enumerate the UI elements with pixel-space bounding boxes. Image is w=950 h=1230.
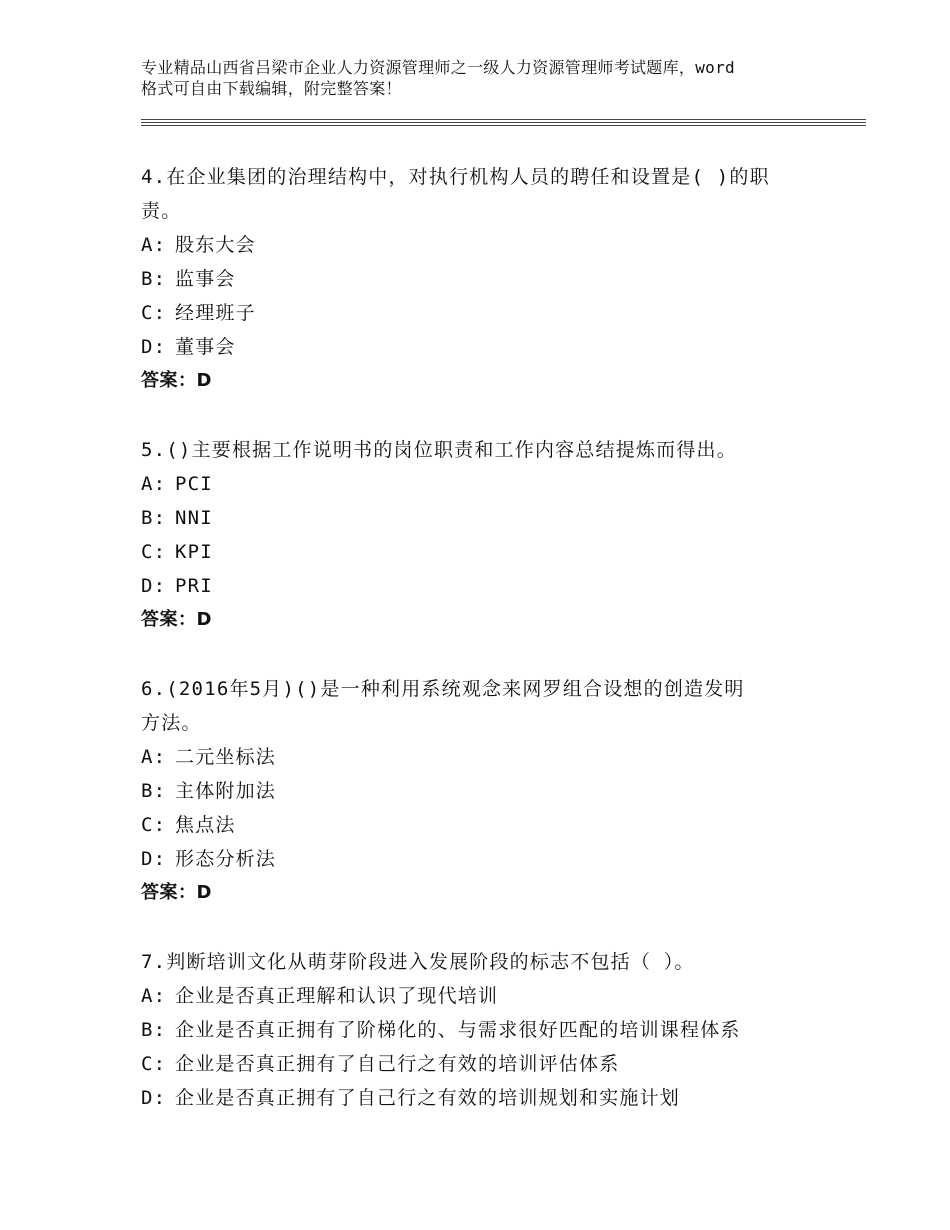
question-7 [141,945,841,1115]
option-label: C: [141,541,167,563]
answer-line [141,876,841,910]
option-label: B: [141,780,167,802]
question-stem-line: 方法。 [141,712,202,734]
question-stem-line: 6.(2016年5月)()是一种利用系统观念来网罗组合设想的创造发明 [141,678,745,700]
question-stem-line: 责。 [141,200,182,222]
option-text: 企业是否真正理解和认识了现代培训 [175,985,499,1007]
option-text: 董事会 [175,336,236,358]
option-text: 企业是否真正拥有了自己行之有效的培训规划和实施计划 [175,1087,681,1109]
answer-value: D [196,370,212,391]
option-a [141,467,841,501]
header-divider-line [141,125,866,126]
option-d [141,1081,841,1115]
question-6 [141,672,841,910]
answer-label: 答案： [141,882,197,903]
question-5 [141,433,841,637]
option-text: KPI [175,541,213,563]
option-label: A: [141,473,167,495]
option-b [141,262,841,296]
option-c [141,296,841,330]
option-a [141,740,841,774]
option-a [141,228,841,262]
option-d [141,569,841,603]
answer-line [141,364,841,398]
option-b [141,501,841,535]
question-stem [141,672,841,740]
option-d [141,842,841,876]
option-text: 监事会 [175,268,236,290]
document-header [141,57,841,99]
option-label: C: [141,814,167,836]
option-text: 焦点法 [175,814,236,836]
option-c [141,535,841,569]
answer-value: D [196,882,212,903]
option-label: B: [141,1019,167,1041]
option-text: 股东大会 [175,234,256,256]
question-4 [141,160,841,398]
option-text: 主体附加法 [175,780,277,802]
option-text: 二元坐标法 [175,746,277,768]
option-b [141,1013,841,1047]
option-label: D: [141,1087,167,1109]
option-text: PRI [175,575,213,597]
option-text: PCI [175,473,213,495]
question-stem-line: 7.判断培训文化从萌芽阶段进入发展阶段的标志不包括（ ）。 [141,951,695,973]
option-text: 经理班子 [175,302,256,324]
option-b [141,774,841,808]
header-title-line-2: 格式可自由下载编辑，附完整答案！ [141,79,402,98]
question-stem [141,433,841,467]
header-title-line-1: 专业精品山西省吕梁市企业人力资源管理师之一级人力资源管理师考试题库，word [141,58,735,77]
question-stem [141,945,841,979]
question-stem [141,160,841,228]
option-a [141,979,841,1013]
question-stem-line: 4.在企业集团的治理结构中，对执行机构人员的聘任和设置是( )的职 [141,166,770,188]
option-c [141,1047,841,1081]
option-label: A: [141,234,167,256]
option-label: C: [141,302,167,324]
header-divider-line [141,122,866,123]
answer-line [141,603,841,637]
question-stem-line: 5.()主要根据工作说明书的岗位职责和工作内容总结提炼而得出。 [141,439,737,461]
option-label: A: [141,985,167,1007]
option-label: B: [141,268,167,290]
option-text: 企业是否真正拥有了阶梯化的、与需求很好匹配的培训课程体系 [175,1019,741,1041]
option-label: D: [141,575,167,597]
option-label: C: [141,1053,167,1075]
option-label: A: [141,746,167,768]
question-list [141,160,841,1150]
option-label: B: [141,507,167,529]
option-label: D: [141,848,167,870]
option-text: 形态分析法 [175,848,277,870]
option-text: 企业是否真正拥有了自己行之有效的培训评估体系 [175,1053,620,1075]
answer-label: 答案： [141,609,197,630]
option-label: D: [141,336,167,358]
header-divider-line [141,119,866,120]
answer-value: D [196,609,212,630]
option-text: NNI [175,507,213,529]
option-d [141,330,841,364]
answer-label: 答案： [141,370,197,391]
option-c [141,808,841,842]
